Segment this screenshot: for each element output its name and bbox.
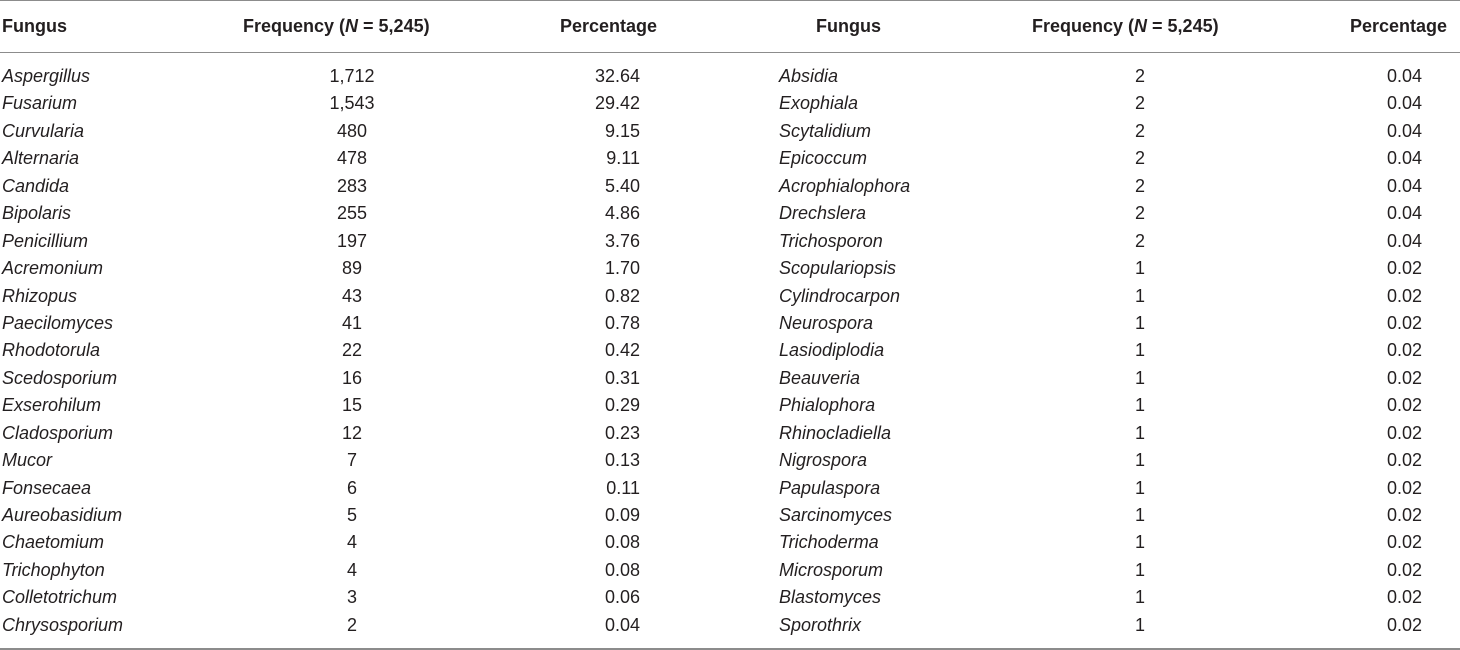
fungus-name-right: Drechslera	[779, 203, 867, 224]
fungus-name-right: Scytalidium	[779, 120, 872, 141]
fungus-name-right: Lasiodiplodia	[779, 340, 885, 361]
frequency-left: 22	[341, 340, 363, 361]
frequency-left: 4	[346, 559, 357, 580]
fungus-name-left: Acremonium	[2, 258, 104, 279]
header-frequency-left: Frequency (N = 5,245)	[243, 16, 430, 36]
frequency-right: 1	[1134, 285, 1145, 306]
table-row	[0, 337, 1460, 364]
percentage-right: 0.02	[1386, 422, 1422, 443]
table-row	[0, 145, 1460, 172]
fungus-name-right: Nigrospora	[779, 450, 868, 471]
percentage-right: 0.02	[1386, 450, 1422, 471]
frequency-left: 478	[336, 148, 368, 169]
percentage-right: 0.02	[1386, 312, 1422, 333]
fungus-name-right: Papulaspora	[779, 477, 881, 498]
table-row	[0, 502, 1460, 529]
percentage-right: 0.02	[1386, 532, 1422, 553]
frequency-left: 89	[341, 258, 363, 279]
table-row	[0, 365, 1460, 392]
percentage-right: 0.04	[1386, 93, 1422, 114]
percentage-right: 0.04	[1386, 120, 1422, 141]
frequency-right: 2	[1134, 175, 1145, 196]
header-fungus-right: Fungus	[816, 16, 881, 36]
fungus-name-left: Alternaria	[2, 148, 80, 169]
frequency-left: 480	[336, 120, 368, 141]
fungus-name-right: Trichosporon	[779, 230, 883, 251]
frequency-left: 16	[341, 367, 363, 388]
table-row	[0, 447, 1460, 474]
percentage-left: 0.82	[604, 285, 640, 306]
fungus-name-left: Aureobasidium	[2, 505, 123, 525]
fungus-name-left: Rhodotorula	[2, 340, 101, 361]
frequency-left: 1,543	[329, 93, 375, 114]
fungus-name-left: Penicillium	[2, 230, 89, 251]
percentage-left: 9.15	[604, 120, 640, 141]
percentage-right: 0.04	[1386, 175, 1422, 196]
frequency-right: 2	[1134, 203, 1145, 224]
frequency-right: 1	[1134, 422, 1145, 443]
header-frequency-right: Frequency (N = 5,245)	[1032, 16, 1219, 36]
frequency-right: 1	[1134, 505, 1145, 525]
table-row	[0, 118, 1460, 145]
percentage-right: 0.02	[1386, 614, 1422, 635]
percentage-right: 0.02	[1386, 559, 1422, 580]
table-row	[0, 310, 1460, 337]
fungus-name-right: Neurospora	[779, 312, 874, 333]
table-row	[0, 420, 1460, 447]
fungus-name-right: Sarcinomyces	[779, 505, 893, 525]
header-fungus-left: Fungus	[2, 16, 67, 36]
fungus-name-left: Mucor	[2, 450, 53, 471]
frequency-left: 4	[346, 532, 357, 553]
percentage-left: 0.09	[604, 505, 640, 525]
percentage-right: 0.02	[1386, 285, 1422, 306]
percentage-left: 0.08	[604, 532, 640, 553]
fungus-name-right: Phialophora	[779, 395, 876, 416]
percentage-right: 0.04	[1386, 203, 1422, 224]
frequency-left: 12	[341, 422, 363, 443]
frequency-left: 197	[336, 230, 368, 251]
percentage-right: 0.02	[1386, 340, 1422, 361]
frequency-right: 2	[1134, 120, 1145, 141]
fungus-name-left: Paecilomyces	[2, 312, 114, 333]
fungus-name-left: Bipolaris	[2, 203, 72, 224]
fungus-name-right: Blastomyces	[779, 587, 882, 608]
frequency-right: 1	[1134, 312, 1145, 333]
percentage-right: 0.02	[1386, 587, 1422, 608]
table-row	[0, 584, 1460, 611]
table-header-rule	[0, 52, 1460, 53]
frequency-right: 1	[1134, 395, 1145, 416]
percentage-left: 0.08	[604, 559, 640, 580]
frequency-right: 1	[1134, 477, 1145, 498]
frequency-right: 1	[1134, 614, 1145, 635]
percentage-right: 0.04	[1386, 230, 1422, 251]
fungus-name-left: Fusarium	[2, 93, 78, 114]
table-row	[0, 63, 1460, 90]
fungus-name-right: Beauveria	[779, 367, 861, 388]
percentage-right: 0.04	[1386, 66, 1422, 86]
fungus-name-left: Fonsecaea	[2, 477, 92, 498]
frequency-right: 1	[1134, 587, 1145, 608]
frequency-left: 6	[346, 477, 357, 498]
frequency-left: 7	[346, 450, 357, 471]
frequency-right: 1	[1134, 258, 1145, 279]
fungus-name-right: Rhinocladiella	[779, 422, 892, 443]
frequency-left: 283	[336, 175, 368, 196]
table-row	[0, 529, 1460, 556]
table-body	[0, 63, 1460, 639]
percentage-left: 0.31	[604, 367, 640, 388]
frequency-right: 1	[1134, 367, 1145, 388]
fungus-name-right: Sporothrix	[779, 614, 862, 635]
fungus-name-left: Exserohilum	[2, 395, 102, 416]
fungus-name-left: Trichophyton	[2, 559, 105, 580]
table-row	[0, 557, 1460, 584]
header-percentage-right: Percentage	[1350, 16, 1448, 36]
percentage-left: 9.11	[606, 148, 640, 169]
table-row	[0, 283, 1460, 310]
fungus-name-right: Trichoderma	[779, 532, 879, 553]
table-row	[0, 228, 1460, 255]
percentage-left: 0.29	[604, 395, 640, 416]
fungus-name-left: Chaetomium	[2, 532, 105, 553]
percentage-left: 32.64	[594, 66, 640, 86]
fungus-name-left: Chrysosporium	[2, 614, 124, 635]
frequency-right: 2	[1134, 148, 1145, 169]
frequency-right: 1	[1134, 559, 1145, 580]
percentage-left: 1.70	[604, 258, 640, 279]
table-row	[0, 200, 1460, 227]
fungus-name-left: Aspergillus	[2, 66, 91, 86]
fungus-name-right: Acrophialophora	[779, 175, 911, 196]
fungus-name-left: Colletotrichum	[2, 587, 118, 608]
table-row	[0, 255, 1460, 282]
frequency-left: 41	[341, 312, 363, 333]
percentage-right: 0.02	[1386, 395, 1422, 416]
frequency-right: 2	[1134, 230, 1145, 251]
table-row	[0, 173, 1460, 200]
frequency-left: 255	[336, 203, 368, 224]
fungus-name-left: Scedosporium	[2, 367, 118, 388]
percentage-right: 0.02	[1386, 367, 1422, 388]
fungus-name-right: Cylindrocarpon	[779, 285, 901, 306]
frequency-left: 15	[341, 395, 363, 416]
fungus-name-left: Rhizopus	[2, 285, 78, 306]
frequency-right: 1	[1134, 532, 1145, 553]
percentage-left: 0.78	[604, 312, 640, 333]
frequency-right: 2	[1134, 93, 1145, 114]
frequency-right: 1	[1134, 450, 1145, 471]
table-top-rule	[0, 0, 1460, 1]
table-row	[0, 90, 1460, 117]
percentage-right: 0.02	[1386, 477, 1422, 498]
percentage-right: 0.04	[1386, 148, 1422, 169]
frequency-left: 5	[346, 505, 357, 525]
fungus-name-right: Scopulariopsis	[779, 258, 897, 279]
percentage-left: 0.23	[604, 422, 640, 443]
frequency-left: 1,712	[329, 66, 375, 86]
frequency-left: 3	[346, 587, 357, 608]
percentage-right: 0.02	[1386, 505, 1422, 525]
table-row	[0, 475, 1460, 502]
fungus-name-right: Microsporum	[779, 559, 884, 580]
percentage-left: 5.40	[604, 175, 640, 196]
frequency-right: 1	[1134, 340, 1145, 361]
fungus-name-right: Epicoccum	[779, 148, 868, 169]
frequency-left: 2	[346, 614, 357, 635]
percentage-left: 0.06	[604, 587, 640, 608]
percentage-left: 0.04	[604, 614, 640, 635]
percentage-left: 4.86	[604, 203, 640, 224]
table-row	[0, 392, 1460, 419]
percentage-left: 29.42	[594, 93, 640, 114]
fungus-name-left: Candida	[2, 175, 70, 196]
percentage-left: 0.11	[606, 477, 640, 498]
percentage-left: 3.76	[604, 230, 640, 251]
frequency-left: 43	[341, 285, 363, 306]
percentage-left: 0.13	[604, 450, 640, 471]
table-row	[0, 612, 1460, 639]
header-percentage-left: Percentage	[560, 16, 658, 36]
fungus-name-left: Cladosporium	[2, 422, 114, 443]
fungus-name-left: Curvularia	[2, 120, 85, 141]
percentage-left: 0.42	[604, 340, 640, 361]
fungus-name-right: Absidia	[779, 66, 839, 86]
percentage-right: 0.02	[1386, 258, 1422, 279]
fungus-name-right: Exophiala	[779, 93, 859, 114]
frequency-right: 2	[1134, 66, 1145, 86]
